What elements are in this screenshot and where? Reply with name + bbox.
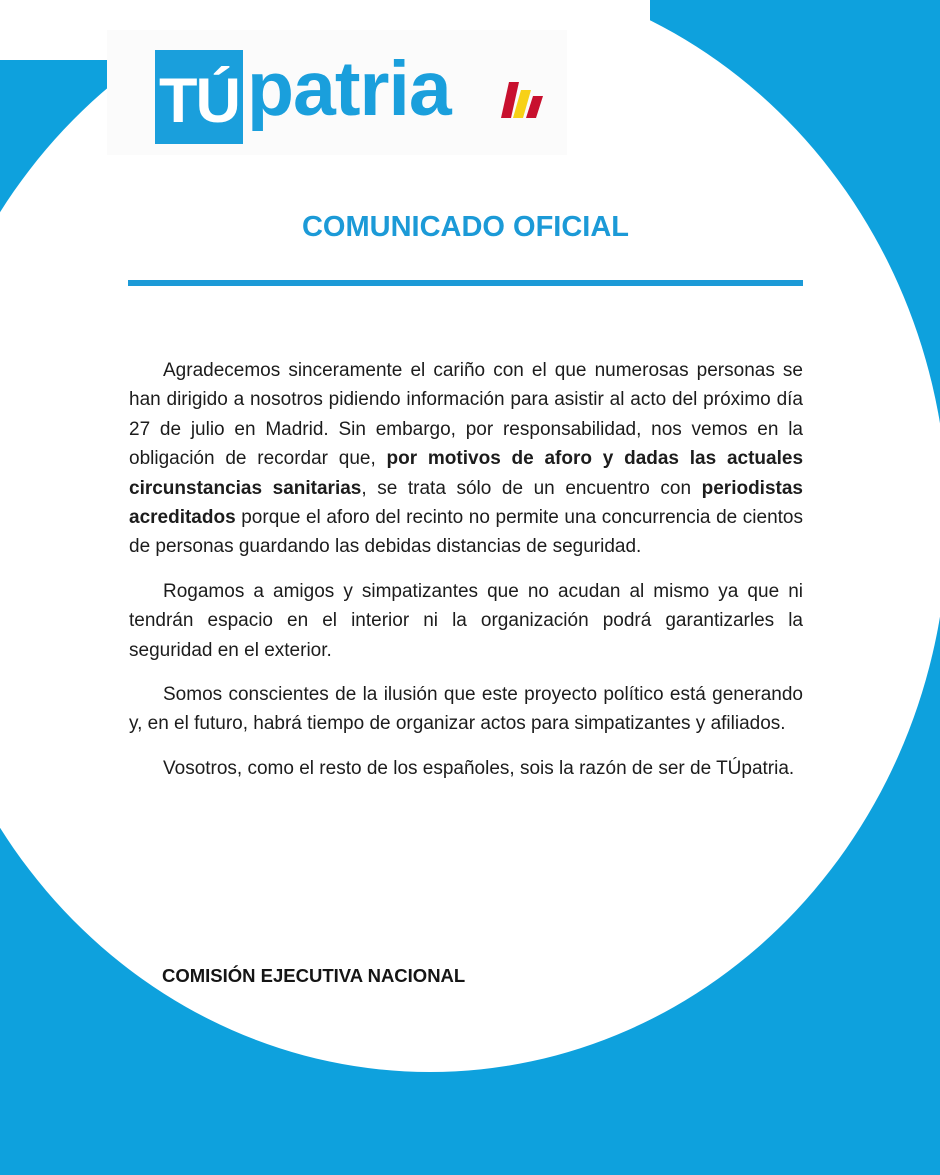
spain-flag-icon: [501, 80, 547, 120]
tupatria-logo: [107, 30, 567, 155]
paragraph-4: Vosotros, como el resto de los españoles, sois la razón de ser de TÚpatria.: [163, 757, 795, 779]
logo-patria-text: patria: [247, 46, 451, 132]
logo-tu-text: TÚ: [159, 66, 239, 136]
paragraph-3: Somos conscientes de la ilusión que este proyecto político está generando y, en el futuro, habrá tiempo de organizar actos para simpatizantes y afiliados.: [129, 684, 803, 735]
title-divider: [128, 280, 803, 286]
statement-body: [129, 356, 803, 798]
paragraph-2: Rogamos a amigos y simpatizantes que no acudan al mismo ya que ni tendrán espacio en el interior ni la organización podrá garantizarles la seguridad en el exterior.: [129, 580, 803, 661]
emphasis-journalists: periodistas acreditados: [129, 477, 803, 529]
logo-tu-box: [155, 50, 243, 144]
paragraph-1: Agradecemos sinceramente el cariño con el que numerosas personas se han dirigido a nosotros pidiendo información para asistir al acto del próximo día 27 de julio en Madrid. Sin embargo, por responsabilidad, nos vemos en la obligación de recordar que, por motivos de aforo y dadas las actuales circunstancias sanitarias, se trata sólo de un encuentro con periodistas acreditados porque el aforo del recinto no permite una concurrencia de cientos de personas guardando las debidas distancias de seguridad.: [129, 360, 804, 558]
emphasis-capacity: por motivos de aforo y dadas las actuales circunstancias sanitarias: [129, 448, 804, 499]
signature: COMISIÓN EJECUTIVA NACIONAL: [162, 965, 466, 986]
page-title: COMUNICADO OFICIAL: [301, 211, 630, 243]
